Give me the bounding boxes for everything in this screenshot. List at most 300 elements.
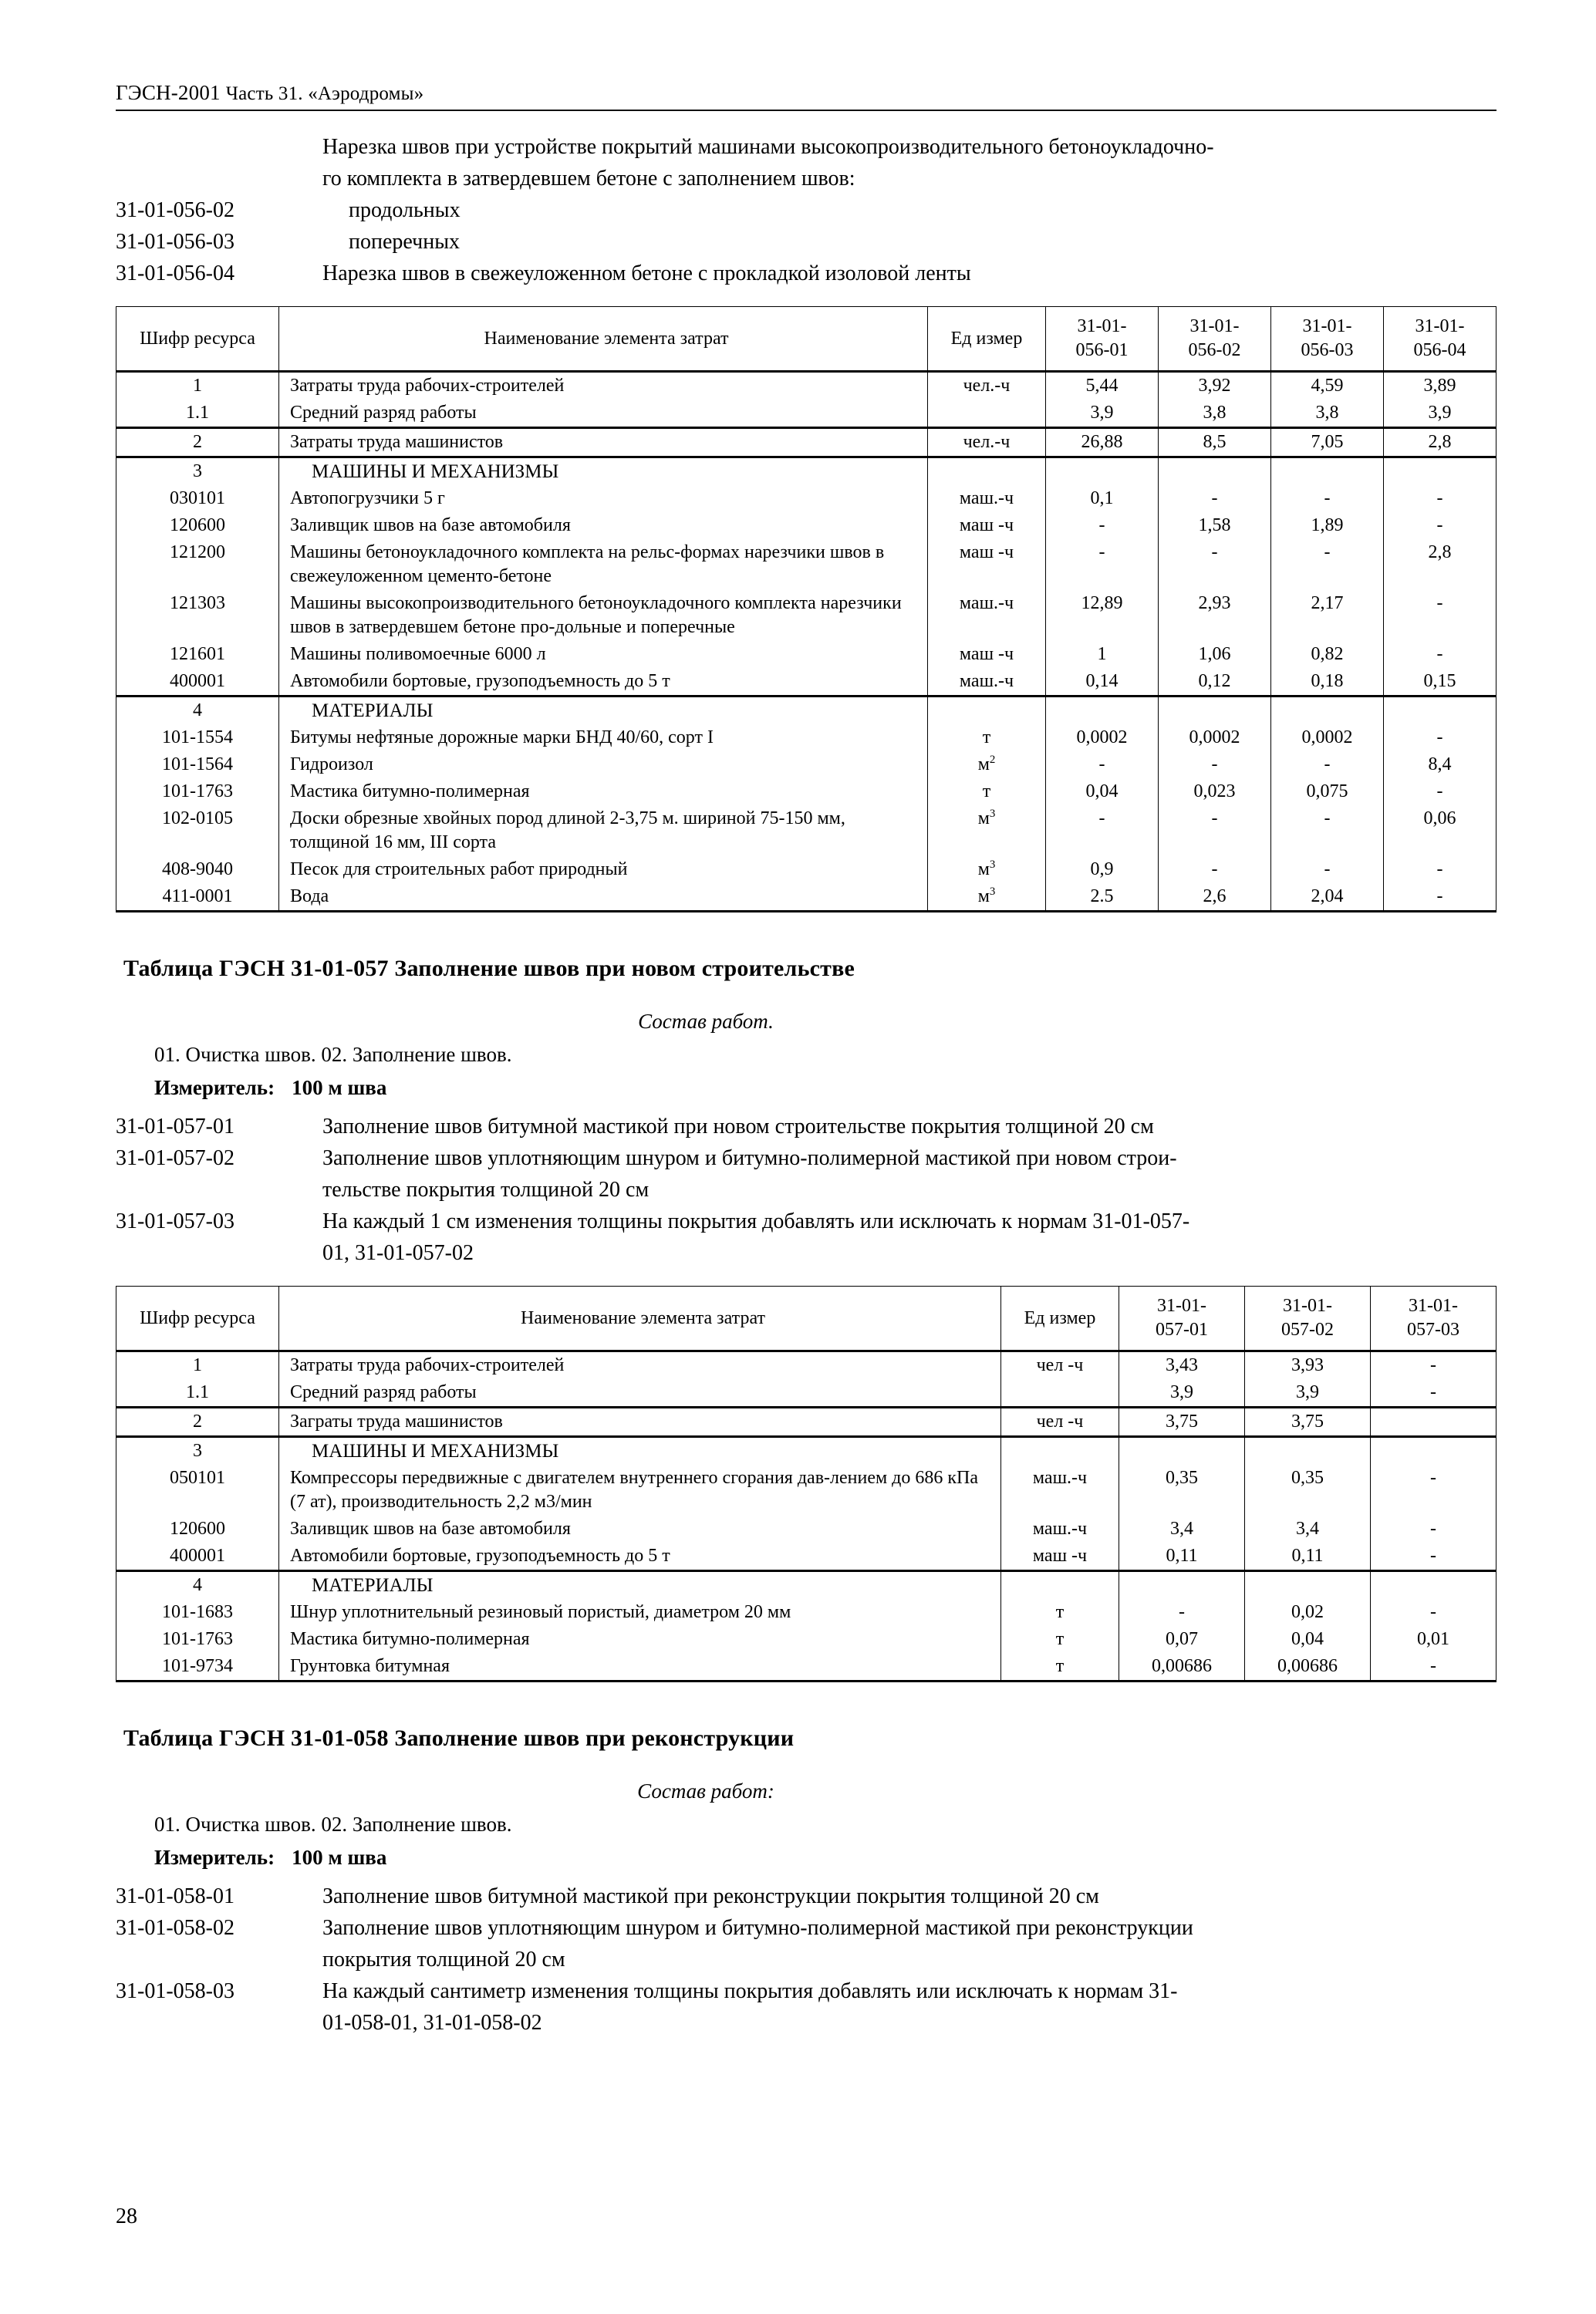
cell-code: 121303 xyxy=(116,590,279,641)
cell-code: 400001 xyxy=(116,668,279,697)
measure-value: 100 м шва xyxy=(292,1076,387,1099)
cell-code: 121200 xyxy=(116,539,279,590)
col-header-unit: Ед измер xyxy=(1001,1287,1119,1351)
table-row xyxy=(116,668,1496,697)
cell-code: 101-1763 xyxy=(116,1626,279,1653)
col-header-value-2-line1: 31-01- xyxy=(1283,1296,1332,1316)
cell-value: - xyxy=(1384,856,1496,883)
cell-value: 3,4 xyxy=(1245,1516,1371,1543)
cell-value: 0,06 xyxy=(1384,805,1496,856)
cell-name: Затраты труда рабочих-строителей xyxy=(279,1351,1001,1380)
norms-table-056 xyxy=(116,306,1496,912)
col-header-value-3-line1: 31-01- xyxy=(1302,316,1352,336)
cell-unit: маш -ч xyxy=(928,641,1046,668)
intro-item xyxy=(116,258,1496,289)
col-header-value-3-line2: 056-03 xyxy=(1301,340,1354,360)
cell-section-title: МАТЕРИАЛЫ xyxy=(279,697,928,725)
cell-unit: маш -ч xyxy=(928,539,1046,590)
table-header-row xyxy=(116,1287,1496,1351)
unit-exponent: 3 xyxy=(989,808,996,820)
col-header-value-4 xyxy=(1384,307,1496,372)
cell-value: 0,07 xyxy=(1119,1626,1245,1653)
cell-value: - xyxy=(1159,751,1271,778)
cell-value: 2,04 xyxy=(1271,883,1384,912)
unit-exponent: 2 xyxy=(989,754,996,766)
intro-item-text: продольных xyxy=(349,198,461,222)
cell-value: 2,8 xyxy=(1384,428,1496,457)
cell-unit: маш.-ч xyxy=(1001,1465,1119,1516)
cell-name: Компрессоры передвижные с двигателем внутреннего сгорания дав-лением до 686 кПа (7 ат), производительность 2,2 м3/мин xyxy=(279,1465,1001,1516)
cell-value: 0,02 xyxy=(1245,1599,1371,1626)
cell-name: Заграты труда машинистов xyxy=(279,1408,1001,1437)
cell-code: 101-1763 xyxy=(116,778,279,805)
table-row xyxy=(116,512,1496,539)
header-rule xyxy=(116,110,1496,111)
intro-item xyxy=(116,1206,1496,1237)
cell-unit: чел -ч xyxy=(1001,1351,1119,1380)
intro-block-056 xyxy=(116,131,1496,289)
cell-value xyxy=(1245,1437,1371,1466)
intro-item-text: Нарезка швов в свежеуложенном бетоне с прокладкой изоловой ленты xyxy=(322,261,971,285)
table-row xyxy=(116,724,1496,751)
cell-name: Средний разряд работы xyxy=(279,1379,1001,1408)
cell-name: Машины высокопроизводительного бетоноукладочного комплекта нарезчики швов в затвердевшем бетоне про-дольные и поперечные xyxy=(279,590,928,641)
intro-item xyxy=(116,1111,1496,1142)
intro-item-code: 31-01-057-01 xyxy=(116,1115,235,1138)
works-list-057: 01. Очистка швов. 02. Заполнение швов. xyxy=(154,1043,512,1066)
cell-code: 411-0001 xyxy=(116,883,279,912)
cell-value: 3,8 xyxy=(1159,400,1271,428)
intro-item-code: 31-01-057-02 xyxy=(116,1146,235,1170)
intro-item-text: Заполнение швов битумной мастикой при реконструкции покрытия толщиной 20 см xyxy=(322,1884,1099,1908)
intro-block-058 xyxy=(116,1881,1496,2039)
cell-value: - xyxy=(1159,539,1271,590)
cell-section-title: МАШИНЫ И МЕХАНИЗМЫ xyxy=(279,1437,1001,1466)
cell-value: 3,92 xyxy=(1159,372,1271,400)
cell-name: Заливщик швов на базе автомобиля xyxy=(279,512,928,539)
cell-code: 4 xyxy=(116,1571,279,1600)
intro-item-code: 31-01-056-04 xyxy=(116,261,235,285)
col-header-value-4-line1: 31-01- xyxy=(1415,316,1465,336)
table-row xyxy=(116,1543,1496,1571)
cell-value: - xyxy=(1119,1599,1245,1626)
cell-value: 5,44 xyxy=(1046,372,1159,400)
col-header-value-1 xyxy=(1119,1287,1245,1351)
cell-value xyxy=(1384,457,1496,486)
cell-value: - xyxy=(1271,805,1384,856)
cell-code: 1.1 xyxy=(116,1379,279,1408)
cell-name: Средний разряд работы xyxy=(279,400,928,428)
cell-unit xyxy=(928,457,1046,486)
cell-value: - xyxy=(1271,485,1384,512)
table-row xyxy=(116,428,1496,457)
col-header-value-1-line2: 056-01 xyxy=(1075,340,1129,360)
cell-code: 1.1 xyxy=(116,400,279,428)
cell-value: - xyxy=(1371,1653,1496,1682)
cell-value: - xyxy=(1371,1379,1496,1408)
cell-value: 0,00686 xyxy=(1119,1653,1245,1682)
cell-code: 101-1564 xyxy=(116,751,279,778)
cell-value: 1,89 xyxy=(1271,512,1384,539)
cell-value: 0,023 xyxy=(1159,778,1271,805)
cell-name: Машины поливомоечные 6000 л xyxy=(279,641,928,668)
cell-value xyxy=(1371,1408,1496,1437)
cell-value: - xyxy=(1384,485,1496,512)
table-header-row xyxy=(116,307,1496,372)
col-header-value-2-line2: 057-02 xyxy=(1281,1320,1334,1340)
running-head xyxy=(116,81,1496,105)
cell-value: - xyxy=(1271,856,1384,883)
table-section-row xyxy=(116,457,1496,486)
cell-value: 2,17 xyxy=(1271,590,1384,641)
cell-name: Автомобили бортовые, грузоподъемность до 5 т xyxy=(279,668,928,697)
cell-unit: маш -ч xyxy=(1001,1543,1119,1571)
measure-label: Измеритель: xyxy=(154,1076,275,1099)
col-header-element-name: Наименование элемента затрат xyxy=(279,307,928,372)
cell-code: 120600 xyxy=(116,512,279,539)
cell-value xyxy=(1159,697,1271,725)
cell-code: 050101 xyxy=(116,1465,279,1516)
cell-value: 0,0002 xyxy=(1046,724,1159,751)
col-header-value-1 xyxy=(1046,307,1159,372)
cell-value: - xyxy=(1159,856,1271,883)
col-header-element-name: Наименование элемента затрат xyxy=(279,1287,1001,1351)
cell-value: 0,15 xyxy=(1384,668,1496,697)
cell-code: 3 xyxy=(116,457,279,486)
table-row xyxy=(116,1626,1496,1653)
cell-unit: маш.-ч xyxy=(1001,1516,1119,1543)
cell-value xyxy=(1271,457,1384,486)
cell-value: 0,1 xyxy=(1046,485,1159,512)
cell-name: Вода xyxy=(279,883,928,912)
intro-item-text: поперечных xyxy=(349,230,461,254)
cell-value: 0,35 xyxy=(1245,1465,1371,1516)
cell-value: - xyxy=(1384,778,1496,805)
cell-unit xyxy=(928,751,1046,778)
cell-code: 408-9040 xyxy=(116,856,279,883)
sostav-label-057: Состав работ. xyxy=(638,1010,774,1033)
col-header-resource-code: Шифр ресурса xyxy=(116,1287,279,1351)
intro-lead-text-2: го комплекта в затвердевшем бетоне с заполнением швов: xyxy=(322,167,855,191)
cell-value: 26,88 xyxy=(1046,428,1159,457)
table-row xyxy=(116,883,1496,912)
cell-value: 0,18 xyxy=(1271,668,1384,697)
table-row xyxy=(116,751,1496,778)
cell-value xyxy=(1271,697,1384,725)
unit-base: м xyxy=(977,886,990,906)
cell-value: 0,35 xyxy=(1119,1465,1245,1516)
cell-name: Затраты труда рабочих-строителей xyxy=(279,372,928,400)
cell-value: 1,06 xyxy=(1159,641,1271,668)
unit-base: м xyxy=(977,859,990,879)
cell-value: - xyxy=(1371,1516,1496,1543)
running-head-code: ГЭСН-2001 xyxy=(116,81,221,104)
col-header-value-3-line1: 31-01- xyxy=(1409,1296,1458,1316)
cell-value: 3,4 xyxy=(1119,1516,1245,1543)
table-row xyxy=(116,856,1496,883)
table-row xyxy=(116,400,1496,428)
cell-value xyxy=(1119,1437,1245,1466)
cell-name: Гидроизол xyxy=(279,751,928,778)
cell-value: - xyxy=(1371,1465,1496,1516)
cell-value: 3,89 xyxy=(1384,372,1496,400)
cell-value: - xyxy=(1271,751,1384,778)
col-header-value-1-line1: 31-01- xyxy=(1077,316,1127,336)
measure-value: 100 м шва xyxy=(292,1846,387,1869)
col-header-value-2 xyxy=(1245,1287,1371,1351)
table-row xyxy=(116,778,1496,805)
cell-value: - xyxy=(1371,1351,1496,1380)
cell-value: 3,9 xyxy=(1245,1379,1371,1408)
cell-name: Шнур уплотнительный резиновый пористый, диаметром 20 мм xyxy=(279,1599,1001,1626)
intro-item-text: Заполнение швов уплотняющим шнуром и битумно-полимерной мастикой при реконструкции xyxy=(322,1916,1193,1940)
cell-code: 101-1683 xyxy=(116,1599,279,1626)
cell-code: 121601 xyxy=(116,641,279,668)
cell-name: Автопогрузчики 5 г xyxy=(279,485,928,512)
cell-value: 1,58 xyxy=(1159,512,1271,539)
table-row xyxy=(116,372,1496,400)
table-row xyxy=(116,805,1496,856)
measure-057 xyxy=(116,1076,1496,1100)
cell-unit xyxy=(928,856,1046,883)
intro-item-continuation: тельстве покрытия толщиной 20 см xyxy=(322,1178,650,1202)
cell-value: 2.5 xyxy=(1046,883,1159,912)
cell-name: Машины бетоноукладочного комплекта на рельс-формах нарезчики швов в свежеуложенном цементо-бетоне xyxy=(279,539,928,590)
col-header-value-1-line2: 057-01 xyxy=(1156,1320,1208,1340)
cell-code: 120600 xyxy=(116,1516,279,1543)
cell-code: 2 xyxy=(116,1408,279,1437)
cell-value xyxy=(1371,1571,1496,1600)
cell-unit xyxy=(928,697,1046,725)
cell-section-title: МАШИНЫ И МЕХАНИЗМЫ xyxy=(279,457,928,486)
cell-unit: чел.-ч xyxy=(928,372,1046,400)
table-section-row xyxy=(116,1437,1496,1466)
cell-name: Битумы нефтяные дорожные марки БНД 40/60, сорт I xyxy=(279,724,928,751)
section-title-057: Таблица ГЭСН 31-01-057 Заполнение швов при новом строительстве xyxy=(123,956,855,981)
cell-value: - xyxy=(1159,805,1271,856)
cell-value: - xyxy=(1371,1599,1496,1626)
cell-value: 3,93 xyxy=(1245,1351,1371,1380)
cell-value: 0,0002 xyxy=(1159,724,1271,751)
col-header-value-1-line1: 31-01- xyxy=(1157,1296,1206,1316)
cell-value: - xyxy=(1046,751,1159,778)
cell-code: 102-0105 xyxy=(116,805,279,856)
cell-value: 0,82 xyxy=(1271,641,1384,668)
cell-code: 4 xyxy=(116,697,279,725)
cell-unit: чел.-ч xyxy=(928,428,1046,457)
intro-item-continuation: 01, 31-01-057-02 xyxy=(322,1241,474,1265)
col-header-value-3 xyxy=(1371,1287,1496,1351)
cell-unit: чел -ч xyxy=(1001,1408,1119,1437)
intro-lead-line-2 xyxy=(116,163,1496,194)
intro-item-continuation: покрытия толщиной 20 см xyxy=(322,1948,565,1972)
cell-value: - xyxy=(1159,485,1271,512)
cell-value: - xyxy=(1384,590,1496,641)
intro-item-continuation: 01-058-01, 31-01-058-02 xyxy=(322,2011,542,2035)
cell-unit: маш.-ч xyxy=(928,485,1046,512)
table-row xyxy=(116,1653,1496,1682)
cell-name: Мастика битумно-полимерная xyxy=(279,1626,1001,1653)
intro-block-057 xyxy=(116,1111,1496,1269)
cell-value: 3,9 xyxy=(1119,1379,1245,1408)
table-section-row xyxy=(116,1571,1496,1600)
table-row xyxy=(116,485,1496,512)
cell-value: - xyxy=(1046,512,1159,539)
cell-unit: т xyxy=(1001,1599,1119,1626)
cell-value: - xyxy=(1384,883,1496,912)
intro-item xyxy=(116,1912,1496,1944)
cell-value: 2,8 xyxy=(1384,539,1496,590)
intro-item-text: Заполнение швов битумной мастикой при новом строительстве покрытия толщиной 20 см xyxy=(322,1115,1154,1138)
cell-value: 12,89 xyxy=(1046,590,1159,641)
intro-item-code: 31-01-058-01 xyxy=(116,1884,235,1908)
cell-value: 0,075 xyxy=(1271,778,1384,805)
measure-label: Измеритель: xyxy=(154,1846,275,1869)
cell-name: Автомобили бортовые, грузоподъемность до 5 т xyxy=(279,1543,1001,1571)
cell-value: - xyxy=(1046,539,1159,590)
cell-unit: маш.-ч xyxy=(928,590,1046,641)
cell-unit: маш.-ч xyxy=(928,668,1046,697)
cell-value: 8,4 xyxy=(1384,751,1496,778)
norms-table-057 xyxy=(116,1286,1496,1682)
cell-value xyxy=(1159,457,1271,486)
cell-unit xyxy=(1001,1437,1119,1466)
cell-value: 0,11 xyxy=(1245,1543,1371,1571)
cell-name: Мастика битумно-полимерная xyxy=(279,778,928,805)
cell-value: 0,0002 xyxy=(1271,724,1384,751)
cell-unit xyxy=(928,883,1046,912)
cell-value xyxy=(1119,1571,1245,1600)
cell-code: 1 xyxy=(116,372,279,400)
cell-code: 101-1554 xyxy=(116,724,279,751)
cell-value: 3,8 xyxy=(1271,400,1384,428)
cell-value xyxy=(1245,1571,1371,1600)
cell-value: - xyxy=(1384,641,1496,668)
cell-value: 3,43 xyxy=(1119,1351,1245,1380)
measure-058 xyxy=(116,1846,1496,1870)
cell-value: - xyxy=(1384,512,1496,539)
table-row xyxy=(116,1516,1496,1543)
cell-value: 8,5 xyxy=(1159,428,1271,457)
table-row xyxy=(116,1379,1496,1408)
col-header-value-2 xyxy=(1159,307,1271,372)
cell-value: 4,59 xyxy=(1271,372,1384,400)
cell-value xyxy=(1046,697,1159,725)
cell-name: Заливщик швов на базе автомобиля xyxy=(279,1516,1001,1543)
cell-value: 0,01 xyxy=(1371,1626,1496,1653)
cell-unit xyxy=(928,400,1046,428)
col-header-resource-code: Шифр ресурса xyxy=(116,307,279,372)
cell-value: 3,75 xyxy=(1245,1408,1371,1437)
cell-unit xyxy=(1001,1571,1119,1600)
cell-value xyxy=(1046,457,1159,486)
intro-item-code: 31-01-056-03 xyxy=(116,230,235,254)
intro-item-code: 31-01-058-03 xyxy=(116,1979,235,2003)
cell-unit: т xyxy=(928,778,1046,805)
col-header-value-2-line2: 056-02 xyxy=(1188,340,1241,360)
intro-item xyxy=(116,226,1496,258)
table-row xyxy=(116,1408,1496,1437)
works-list-058: 01. Очистка швов. 02. Заполнение швов. xyxy=(154,1813,512,1836)
intro-item-text: Заполнение швов уплотняющим шнуром и битумно-полимерной мастикой при новом строи- xyxy=(322,1146,1177,1170)
table-row xyxy=(116,1599,1496,1626)
intro-item-code: 31-01-056-02 xyxy=(116,198,235,222)
cell-value: - xyxy=(1384,724,1496,751)
cell-value: - xyxy=(1371,1543,1496,1571)
running-head-part: Часть 31. «Аэродромы» xyxy=(225,83,424,104)
cell-value: 0,11 xyxy=(1119,1543,1245,1571)
cell-name: Затраты труда машинистов xyxy=(279,428,928,457)
cell-code: 030101 xyxy=(116,485,279,512)
cell-name: Доски обрезные хвойных пород длиной 2-3,75 м. шириной 75-150 мм, толщиной 16 мм, III сорта xyxy=(279,805,928,856)
intro-item xyxy=(116,194,1496,226)
intro-lead-text-1: Нарезка швов при устройстве покрытий машинами высокопроизводительного бетоноукладочно- xyxy=(322,135,1214,159)
unit-base: м xyxy=(977,808,990,828)
table-row xyxy=(116,1351,1496,1380)
cell-unit: т xyxy=(1001,1653,1119,1682)
unit-exponent: 3 xyxy=(989,885,996,898)
intro-item xyxy=(116,1881,1496,1912)
cell-code: 101-9734 xyxy=(116,1653,279,1682)
cell-code: 1 xyxy=(116,1351,279,1380)
page-number: 28 xyxy=(116,2204,137,2228)
cell-value: - xyxy=(1046,805,1159,856)
section-title-058: Таблица ГЭСН 31-01-058 Заполнение швов при реконструкции xyxy=(123,1725,795,1751)
cell-name: Песок для строительных работ природный xyxy=(279,856,928,883)
col-header-value-3 xyxy=(1271,307,1384,372)
intro-item xyxy=(116,1142,1496,1174)
cell-value: 3,75 xyxy=(1119,1408,1245,1437)
table-row xyxy=(116,1465,1496,1516)
cell-section-title: МАТЕРИАЛЫ xyxy=(279,1571,1001,1600)
cell-value: 2,6 xyxy=(1159,883,1271,912)
cell-value: 0,04 xyxy=(1046,778,1159,805)
cell-value: 0,04 xyxy=(1245,1626,1371,1653)
cell-value xyxy=(1384,697,1496,725)
table-row xyxy=(116,539,1496,590)
cell-unit xyxy=(1001,1379,1119,1408)
sostav-label-058: Состав работ: xyxy=(637,1779,774,1803)
cell-value: 3,9 xyxy=(1384,400,1496,428)
cell-value: 2,93 xyxy=(1159,590,1271,641)
intro-item-text: На каждый 1 см изменения толщины покрытия добавлять или исключать к нормам 31-01-057- xyxy=(322,1209,1190,1233)
intro-item-code: 31-01-057-03 xyxy=(116,1209,235,1233)
cell-code: 3 xyxy=(116,1437,279,1466)
col-header-value-4-line2: 056-04 xyxy=(1413,340,1466,360)
col-header-unit: Ед измер xyxy=(928,307,1046,372)
cell-unit: т xyxy=(1001,1626,1119,1653)
cell-code: 2 xyxy=(116,428,279,457)
unit-base: м xyxy=(977,754,990,774)
cell-code: 400001 xyxy=(116,1543,279,1571)
cell-value: 0,9 xyxy=(1046,856,1159,883)
cell-value: 0,12 xyxy=(1159,668,1271,697)
cell-value: 3,9 xyxy=(1046,400,1159,428)
col-header-value-2-line1: 31-01- xyxy=(1189,316,1240,336)
cell-value: 7,05 xyxy=(1271,428,1384,457)
intro-lead-line-1 xyxy=(116,131,1496,163)
cell-value: 0,00686 xyxy=(1245,1653,1371,1682)
table-row xyxy=(116,641,1496,668)
unit-exponent: 3 xyxy=(989,858,996,871)
cell-value: - xyxy=(1271,539,1384,590)
cell-name: Грунтовка битумная xyxy=(279,1653,1001,1682)
intro-item-text: На каждый сантиметр изменения толщины покрытия добавлять или исключать к нормам 31- xyxy=(322,1979,1178,2003)
table-section-row xyxy=(116,697,1496,725)
intro-item-code: 31-01-058-02 xyxy=(116,1916,235,1940)
table-row xyxy=(116,590,1496,641)
cell-unit: т xyxy=(928,724,1046,751)
